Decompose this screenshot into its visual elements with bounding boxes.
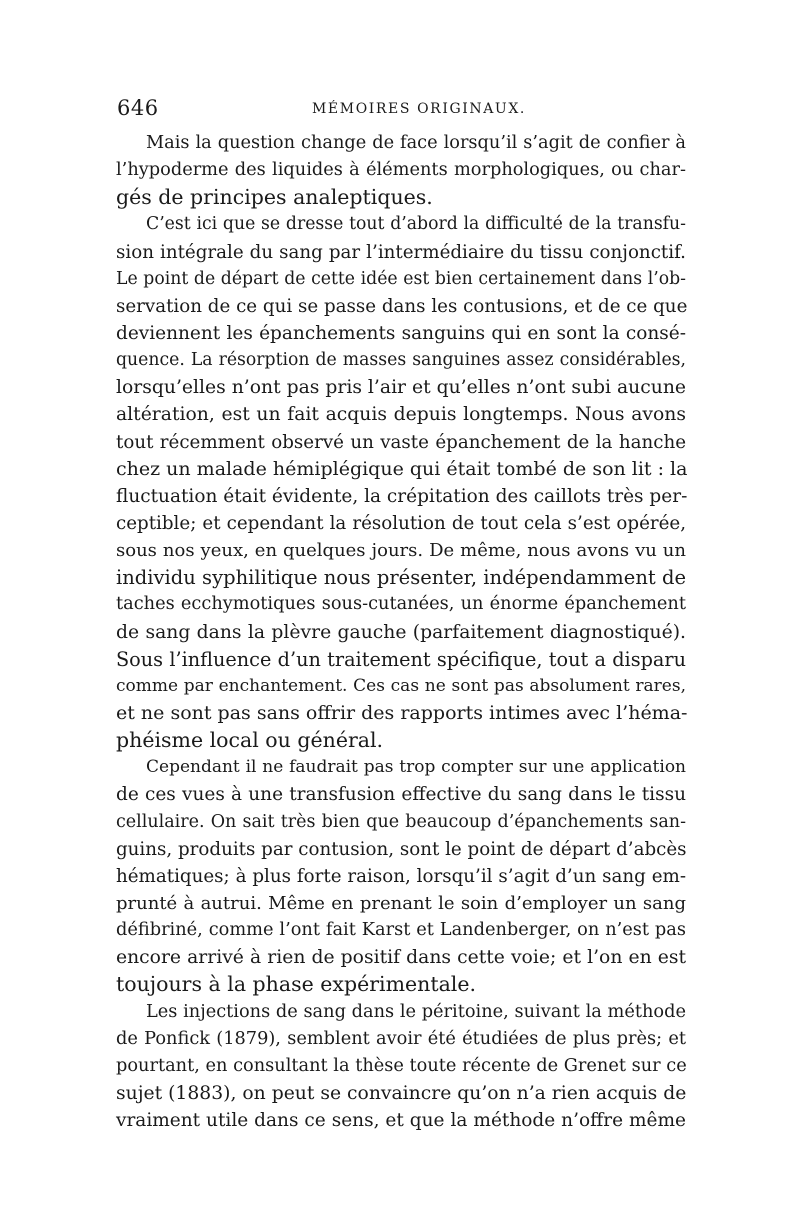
text-line: ceptible; et cependant la résolution de tout cela s’est opérée, [116,512,686,534]
text-line: tout récemment observé un vaste épanchement de la hanche [116,431,686,453]
text-line: pourtant, en consultant la thèse toute récente de Grenet sur ce [116,1055,687,1076]
text-line: cellulaire. On sait très bien que beaucoup d’épanchements san- [116,811,686,832]
text-line: C’est ici que se dresse tout d’abord la difficulté de la transfu- [146,214,686,235]
text-line: chez un malade hémiplégique qui était tombé de son lit : la [116,457,688,480]
text-line: de sang dans la plèvre gauche (parfaitement diagnostiqué). [116,621,686,643]
text-line: sion intégrale du sang par l’intermédiaire du tissu conjonctif. [116,241,686,263]
text-line: Le point de départ de cette idée est bien certainement dans l’ob- [116,268,686,289]
text-line: toujours à la phase expérimentale. [116,972,477,997]
text-line: l’hypoderme des liquides à éléments morphologiques, ou char- [116,160,686,181]
text-line: fluctuation était évidente, la crépitation des caillots très per- [116,485,688,507]
body-text [116,130,686,1134]
text-line: gés de principes analeptiques. [116,185,433,210]
text-line: guins, produits par contusion, sont le point de départ d’abcès [116,838,687,860]
text-line: servation de ce qui se passe dans les contusions, et de ce que [116,295,688,317]
text-line: sujet (1883), on peut se convaincre qu’on n’a rien acquis de [116,1082,687,1104]
text-line: taches ecchymotiques sous-cutanées, un énorme épanchement [116,594,686,615]
text-line: Cependant il ne faudrait pas trop compter sur une application [146,757,686,778]
text-line: hématiques; à plus forte raison, lorsqu’il s’agit d’un sang em- [116,865,686,887]
text-line: vraiment utile dans ce sens, et que la méthode n’offre même [116,1110,686,1132]
text-line: Les injections de sang dans le péritoine, suivant la méthode [146,1001,686,1022]
text-line: quence. La résorption de masses sanguines assez considérables, [116,350,686,371]
text-line: encore arrivé à rien de positif dans cette voie; et l’on en est [116,947,686,969]
text-line: de ces vues à une transfusion effective du sang dans le tissu [116,784,686,806]
text-line: défibriné, comme l’ont fait Karst et Landenberger, on n’est pas [116,920,686,941]
text-line: phéisme local ou général. [116,728,384,753]
text-line: prunté à autrui. Même en prenant le soin d’employer un sang [116,892,686,914]
text-line: et ne sont pas sans offrir des rapports intimes avec l’héma- [116,701,688,724]
text-line: comme par enchantement. Ces cas ne sont pas absolument rares, [116,675,686,696]
running-head [117,96,687,126]
text-line: Mais la question change de face lorsqu’il s’agit de confier à [146,133,686,153]
running-title: MÉMOIRES ORIGINAUX. [312,101,526,117]
text-line: altération, est un fait acquis depuis longtemps. Nous avons [116,404,686,426]
text-line: lorsqu’elles n’ont pas pris l’air et qu’elles n’ont subi aucune [116,377,686,399]
text-line: deviennent les épanchements sanguins qui en sont la consé- [116,322,686,344]
text-line: individu syphilitique nous présenter, indépendamment de [116,566,686,590]
text-line: sous nos yeux, en quelques jours. De même, nous avons vu un [116,540,686,562]
text-line: de Ponfick (1879), semblent avoir été étudiées de plus près; et [116,1028,686,1049]
page-number: 646 [117,96,159,120]
text-line: Sous l’influence d’un traitement spécifique, tout a disparu [116,647,686,671]
